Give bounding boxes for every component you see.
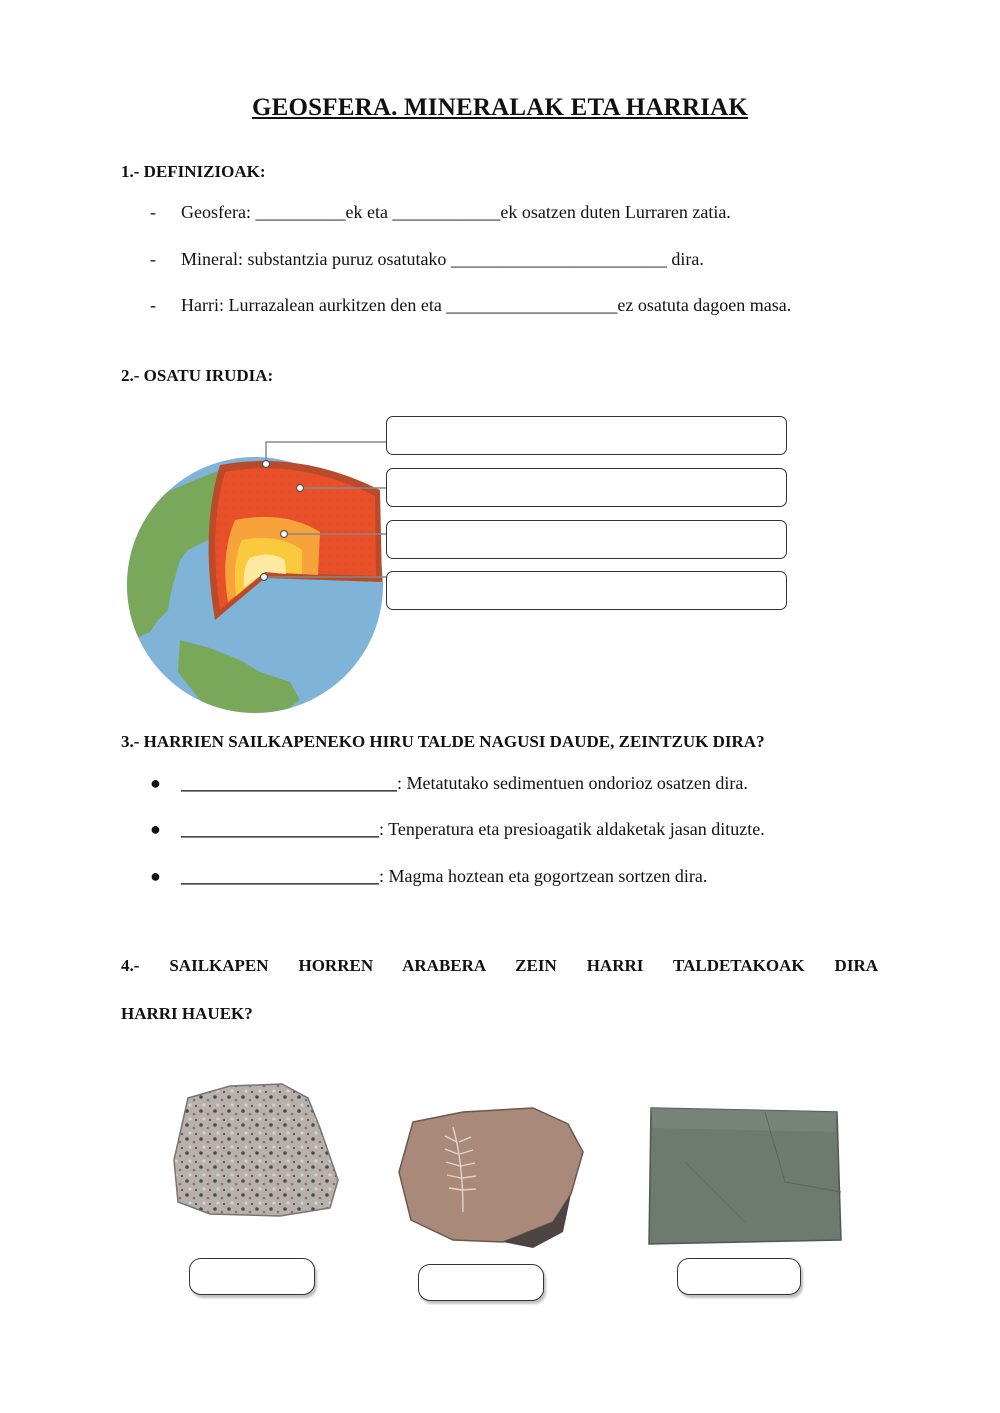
section-2-heading: 2.- OSATU IRUDIA: — [121, 366, 274, 385]
list-bullet: - — [150, 202, 156, 222]
page-title: GEOSFERA. MINERALAK ETA HARRIAK — [251, 94, 749, 121]
section-4-heading: 4.- SAILKAPEN HORREN ARABERA ZEIN HARRI TALDETAKOAK DIRA — [121, 956, 878, 975]
pointer-dot-inner-core — [261, 574, 268, 581]
granite-rock-image — [170, 1080, 345, 1220]
pointer-dot-mantle — [297, 485, 304, 492]
slate-answer-box[interactable] — [677, 1258, 801, 1295]
definition-harri[interactable]: Harri: Lurrazalean aurkitzen den eta ___________________ez osatuta dagoen masa. — [181, 295, 792, 315]
rock-group-blank[interactable]: ______________________ — [181, 866, 379, 886]
pointer-dot-outer-core — [281, 531, 288, 538]
definition-geosfera[interactable]: Geosfera: __________ek eta ____________ek osatzen duten Lurraren zatia. — [181, 202, 731, 222]
rock-group-item-1[interactable] — [181, 773, 748, 794]
rock-group-item-2[interactable] — [181, 819, 765, 840]
granite-answer-box[interactable] — [189, 1258, 315, 1295]
fossil-rock-image — [393, 1102, 588, 1252]
rock-group-description: : Metatutako sedimentuen ondorioz osatzen dira. — [397, 773, 748, 793]
rock-group-description: : Tenperatura eta presioagatik aldaketak jasan dituzte. — [379, 819, 765, 839]
layer-answer-box-2[interactable] — [386, 468, 787, 507]
rock-group-item-3[interactable] — [181, 866, 707, 887]
rock-group-blank[interactable]: ________________________ — [181, 773, 397, 793]
rock-group-blank[interactable]: ______________________ — [181, 819, 379, 839]
layer-answer-box-1[interactable] — [386, 416, 787, 455]
globe-icon — [120, 457, 383, 715]
layer-answer-box-3[interactable] — [386, 520, 787, 559]
section-3-heading: 3.- HARRIEN SAILKAPENEKO HIRU TALDE NAGUSI DAUDE, ZEINTZUK DIRA? — [121, 732, 765, 751]
fossil-answer-box[interactable] — [418, 1264, 544, 1301]
section-4-heading-continued: HARRI HAUEK? — [121, 1004, 253, 1023]
layer-answer-box-4[interactable] — [386, 571, 787, 610]
slate-rock-image — [645, 1102, 845, 1247]
earth-layers-diagram — [120, 410, 800, 715]
bullet-icon: ● — [150, 773, 161, 793]
rock-group-description: : Magma hoztean eta gogortzean sortzen dira. — [379, 866, 708, 886]
section-1-heading: 1.- DEFINIZIOAK: — [121, 162, 266, 181]
bullet-icon: ● — [150, 819, 161, 839]
pointer-dot-crust — [263, 461, 270, 468]
bullet-icon: ● — [150, 866, 161, 886]
list-bullet: - — [150, 249, 156, 269]
list-bullet: - — [150, 295, 156, 315]
definition-mineral[interactable]: Mineral: substantzia puruz osatutako ________________________ dira. — [181, 249, 704, 269]
